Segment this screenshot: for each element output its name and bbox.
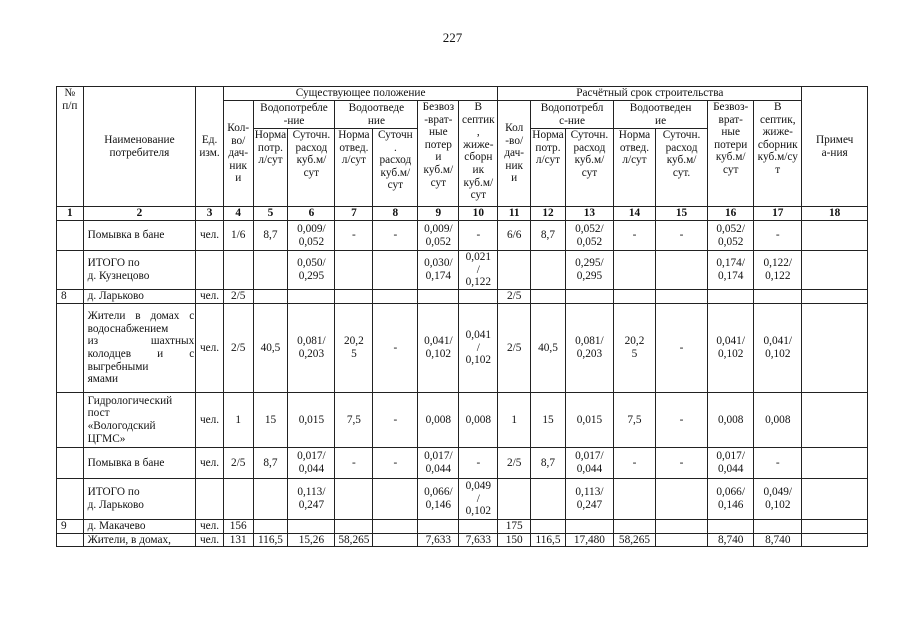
table-cell bbox=[459, 520, 498, 534]
table-cell: чел. bbox=[196, 290, 224, 304]
column-number: 4 bbox=[223, 207, 253, 221]
header-unit: Ед. изм. bbox=[196, 87, 224, 207]
table-cell: 131 bbox=[223, 533, 253, 547]
table-cell bbox=[335, 479, 373, 520]
table-cell: 0,015 bbox=[288, 393, 335, 448]
table-row bbox=[57, 520, 868, 534]
consumer-name-cell: Гидрологический пост «Вологодский ЦГМС» bbox=[83, 393, 196, 448]
column-number: 17 bbox=[754, 207, 802, 221]
table-cell: 0,122/ 0,122 bbox=[754, 251, 802, 290]
table-cell: 2/5 bbox=[498, 290, 531, 304]
column-number: 11 bbox=[498, 207, 531, 221]
table-cell: 0,008 bbox=[754, 393, 802, 448]
table-cell: 0,017/ 0,044 bbox=[565, 448, 613, 479]
column-number: 3 bbox=[196, 207, 224, 221]
table-cell: - bbox=[655, 448, 707, 479]
table-cell bbox=[613, 251, 655, 290]
table-row bbox=[57, 533, 868, 547]
header-consumer-name: Наименование потребителя bbox=[83, 87, 196, 207]
header-num: № п/п bbox=[57, 87, 84, 207]
table-cell bbox=[223, 251, 253, 290]
column-number: 1 bbox=[57, 207, 84, 221]
header-daily-drain-ex: Суточн . расход куб.м/ сут bbox=[373, 129, 418, 207]
table-cell: 175 bbox=[498, 520, 531, 534]
table-cell: 0,017/ 0,044 bbox=[708, 448, 754, 479]
consumer-name-cell: д. Ларьково bbox=[83, 290, 196, 304]
table-cell: 0,066/ 0,146 bbox=[708, 479, 754, 520]
header-daily-use-ex: Суточн. расход куб.м/ сут bbox=[288, 129, 335, 207]
table-cell: - bbox=[335, 221, 373, 251]
header-norm-use-ex: Норма потр. л/сут bbox=[253, 129, 288, 207]
table-cell: 0,295/ 0,295 bbox=[565, 251, 613, 290]
table-cell bbox=[373, 290, 418, 304]
table-cell bbox=[655, 251, 707, 290]
table-cell bbox=[288, 290, 335, 304]
table-cell: 156 bbox=[223, 520, 253, 534]
consumer-name-cell: ИТОГО по д. Кузнецово bbox=[83, 251, 196, 290]
consumer-name-cell: Помывка в бане bbox=[83, 448, 196, 479]
column-number: 18 bbox=[802, 207, 868, 221]
table-cell bbox=[335, 290, 373, 304]
table-cell bbox=[531, 520, 566, 534]
table-cell: - bbox=[655, 393, 707, 448]
table-cell: 1 bbox=[223, 393, 253, 448]
header-drainage-future: Водоотведен ие bbox=[613, 101, 707, 129]
table-cell: 8,740 bbox=[754, 533, 802, 547]
table-cell: 1 bbox=[498, 393, 531, 448]
column-number: 12 bbox=[531, 207, 566, 221]
table-cell bbox=[613, 290, 655, 304]
table-cell bbox=[57, 448, 84, 479]
table-cell: 0,081/ 0,203 bbox=[288, 304, 335, 393]
table-cell bbox=[373, 251, 418, 290]
table-row bbox=[57, 251, 868, 290]
table-cell bbox=[373, 533, 418, 547]
table-cell: - bbox=[754, 448, 802, 479]
table-cell: 17,480 bbox=[565, 533, 613, 547]
table-cell: - bbox=[613, 448, 655, 479]
table-cell bbox=[498, 479, 531, 520]
table-cell: 9 bbox=[57, 520, 84, 534]
header-losses-existing: Безвоз -врат- ные потер и куб.м/ сут bbox=[418, 101, 459, 207]
table-cell bbox=[802, 304, 868, 393]
header-norm-drain-fu: Норма отвед. л/сут bbox=[613, 129, 655, 207]
table-cell: 0,113/ 0,247 bbox=[565, 479, 613, 520]
header-norm-use-fu: Норма потр. л/сут bbox=[531, 129, 566, 207]
table-cell bbox=[57, 533, 84, 547]
table-cell bbox=[253, 520, 288, 534]
table-cell: 0,008 bbox=[459, 393, 498, 448]
consumer-name-cell: Помывка в бане bbox=[83, 221, 196, 251]
table-cell bbox=[57, 393, 84, 448]
table-cell bbox=[531, 479, 566, 520]
table-cell: 116,5 bbox=[531, 533, 566, 547]
table-cell: 8,7 bbox=[253, 221, 288, 251]
table-cell: 8,7 bbox=[253, 448, 288, 479]
column-number: 16 bbox=[708, 207, 754, 221]
header-drainage-existing: Водоотведе ние bbox=[335, 101, 418, 129]
table-cell bbox=[253, 251, 288, 290]
table-cell bbox=[57, 221, 84, 251]
table-cell bbox=[531, 290, 566, 304]
table-cell: 8,740 bbox=[708, 533, 754, 547]
table-cell: 0,049/ 0,102 bbox=[754, 479, 802, 520]
table-cell: 0,052/ 0,052 bbox=[565, 221, 613, 251]
table-cell: 8,7 bbox=[531, 448, 566, 479]
table-cell: 0,066/ 0,146 bbox=[418, 479, 459, 520]
table-cell bbox=[613, 479, 655, 520]
header-water-use-future: Водопотребл с-ние bbox=[531, 101, 614, 129]
table-cell bbox=[196, 251, 224, 290]
table-cell: - bbox=[373, 221, 418, 251]
table-cell: - bbox=[459, 448, 498, 479]
table-cell: 0,017/ 0,044 bbox=[288, 448, 335, 479]
table-cell: 0,017/ 0,044 bbox=[418, 448, 459, 479]
table-cell: 116,5 bbox=[253, 533, 288, 547]
table-cell: 0,049 / 0,102 bbox=[459, 479, 498, 520]
table-cell: 2/5 bbox=[223, 304, 253, 393]
column-number: 5 bbox=[253, 207, 288, 221]
table-cell bbox=[57, 479, 84, 520]
table-cell: 40,5 bbox=[531, 304, 566, 393]
table-cell: 0,052/ 0,052 bbox=[708, 221, 754, 251]
table-cell: 8,7 bbox=[531, 221, 566, 251]
table-cell: 0,050/ 0,295 bbox=[288, 251, 335, 290]
table-cell: 7,633 bbox=[418, 533, 459, 547]
header-norm-drain-ex: Норма отвед. л/сут bbox=[335, 129, 373, 207]
table-cell: 0,008 bbox=[708, 393, 754, 448]
table-cell bbox=[754, 520, 802, 534]
header-losses-future: Безвоз- врат- ные потери куб.м/ сут bbox=[708, 101, 754, 207]
table-cell bbox=[531, 251, 566, 290]
table-cell: 7,633 bbox=[459, 533, 498, 547]
table-row bbox=[57, 290, 868, 304]
column-number: 8 bbox=[373, 207, 418, 221]
table-cell: 15,26 bbox=[288, 533, 335, 547]
table-cell bbox=[655, 290, 707, 304]
table-cell bbox=[802, 479, 868, 520]
table-cell: 0,113/ 0,247 bbox=[288, 479, 335, 520]
table-cell: 40,5 bbox=[253, 304, 288, 393]
header-septic-existing: В септик , жиже- сборн ик куб.м/ сут bbox=[459, 101, 498, 207]
table-cell: 0,008 bbox=[418, 393, 459, 448]
table-cell bbox=[335, 251, 373, 290]
table-cell bbox=[288, 520, 335, 534]
table-cell: - bbox=[373, 304, 418, 393]
table-cell bbox=[57, 251, 84, 290]
table-cell: - bbox=[613, 221, 655, 251]
header-existing: Существующее положение bbox=[223, 87, 497, 101]
table-cell bbox=[802, 290, 868, 304]
table-cell: 7,5 bbox=[613, 393, 655, 448]
column-number: 14 bbox=[613, 207, 655, 221]
table-cell bbox=[802, 533, 868, 547]
table-cell bbox=[253, 290, 288, 304]
table-cell: чел. bbox=[196, 533, 224, 547]
table-cell: 0,030/ 0,174 bbox=[418, 251, 459, 290]
column-number: 7 bbox=[335, 207, 373, 221]
table-cell: 0,041/ 0,102 bbox=[708, 304, 754, 393]
table-cell: 0,009/ 0,052 bbox=[288, 221, 335, 251]
table-cell: 2/5 bbox=[498, 448, 531, 479]
table-cell bbox=[802, 251, 868, 290]
table-cell bbox=[754, 290, 802, 304]
table-cell: 2/5 bbox=[223, 448, 253, 479]
table-cell: 15 bbox=[531, 393, 566, 448]
water-consumption-table bbox=[56, 86, 868, 547]
column-number: 6 bbox=[288, 207, 335, 221]
table-row bbox=[57, 304, 868, 393]
table-cell: 2/5 bbox=[498, 304, 531, 393]
table-cell bbox=[335, 520, 373, 534]
table-cell bbox=[418, 520, 459, 534]
consumer-name-cell: ИТОГО по д. Ларьково bbox=[83, 479, 196, 520]
table-cell bbox=[613, 520, 655, 534]
table-cell bbox=[459, 290, 498, 304]
table-cell bbox=[373, 479, 418, 520]
table-cell: 150 bbox=[498, 533, 531, 547]
header-septic-future: В септик, жиже- сборник куб.м/су т bbox=[754, 101, 802, 207]
table-cell: 20,2 5 bbox=[613, 304, 655, 393]
table-cell bbox=[655, 533, 707, 547]
table-cell bbox=[802, 448, 868, 479]
column-numbers-row bbox=[57, 207, 868, 221]
table-cell: чел. bbox=[196, 221, 224, 251]
table-cell: - bbox=[373, 393, 418, 448]
table-cell bbox=[708, 520, 754, 534]
table-cell: - bbox=[373, 448, 418, 479]
header-water-use-existing: Водопотребле -ние bbox=[253, 101, 335, 129]
table-cell: - bbox=[655, 304, 707, 393]
table-cell: - bbox=[655, 221, 707, 251]
table-cell: 0,174/ 0,174 bbox=[708, 251, 754, 290]
table-cell bbox=[57, 304, 84, 393]
table-row bbox=[57, 448, 868, 479]
table-cell: чел. bbox=[196, 393, 224, 448]
table-cell: 0,041/ 0,102 bbox=[754, 304, 802, 393]
table-cell: чел. bbox=[196, 304, 224, 393]
table-cell bbox=[708, 290, 754, 304]
table-cell: 0,041 / 0,102 bbox=[459, 304, 498, 393]
table-cell: 15 bbox=[253, 393, 288, 448]
table-cell: 58,265 bbox=[613, 533, 655, 547]
table-cell: - bbox=[335, 448, 373, 479]
header-count-future: Кол -во/ дач- ник и bbox=[498, 101, 531, 207]
table-cell: 2/5 bbox=[223, 290, 253, 304]
consumer-name-cell: д. Макачево bbox=[83, 520, 196, 534]
table-cell: чел. bbox=[196, 520, 224, 534]
header-daily-use-fu: Суточн. расход куб.м/ сут bbox=[565, 129, 613, 207]
table-cell: - bbox=[459, 221, 498, 251]
table-cell bbox=[802, 520, 868, 534]
table-row bbox=[57, 393, 868, 448]
table-cell bbox=[196, 479, 224, 520]
table-cell bbox=[655, 520, 707, 534]
header-future: Расчётный срок строительства bbox=[498, 87, 802, 101]
consumer-name-cell: Жители в домах с водоснабжением из шахтных колодцев и с выгребными ямами bbox=[83, 304, 196, 393]
table-cell: 6/6 bbox=[498, 221, 531, 251]
table-cell: 8 bbox=[57, 290, 84, 304]
table-cell bbox=[565, 290, 613, 304]
table-cell bbox=[418, 290, 459, 304]
column-number: 2 bbox=[83, 207, 196, 221]
table-row bbox=[57, 479, 868, 520]
table-cell bbox=[565, 520, 613, 534]
column-number: 9 bbox=[418, 207, 459, 221]
header-daily-drain-fu: Суточн. расход куб.м/ сут. bbox=[655, 129, 707, 207]
header-notes: Примеч а-ния bbox=[802, 87, 868, 207]
table-cell: - bbox=[754, 221, 802, 251]
table-cell: чел. bbox=[196, 448, 224, 479]
table bbox=[56, 86, 868, 547]
column-number: 15 bbox=[655, 207, 707, 221]
table-cell: 20,2 5 bbox=[335, 304, 373, 393]
table-cell: 0,081/ 0,203 bbox=[565, 304, 613, 393]
table-cell bbox=[802, 221, 868, 251]
table-cell bbox=[498, 251, 531, 290]
table-cell bbox=[802, 393, 868, 448]
table-row bbox=[57, 221, 868, 251]
table-cell: 1/6 bbox=[223, 221, 253, 251]
table-cell: 0,021 / 0,122 bbox=[459, 251, 498, 290]
page-number: 227 bbox=[442, 30, 463, 45]
table-cell: 0,015 bbox=[565, 393, 613, 448]
table-cell bbox=[223, 479, 253, 520]
table-cell: 58,265 bbox=[335, 533, 373, 547]
column-number: 10 bbox=[459, 207, 498, 221]
header-count-existing: Кол- во/ дач- ник и bbox=[223, 101, 253, 207]
table-cell: 0,009/ 0,052 bbox=[418, 221, 459, 251]
table-cell bbox=[655, 479, 707, 520]
column-number: 13 bbox=[565, 207, 613, 221]
table-cell bbox=[253, 479, 288, 520]
consumer-name-cell: Жители, в домах, bbox=[83, 533, 196, 547]
table-cell: 0,041/ 0,102 bbox=[418, 304, 459, 393]
table-cell: 7,5 bbox=[335, 393, 373, 448]
table-cell bbox=[373, 520, 418, 534]
